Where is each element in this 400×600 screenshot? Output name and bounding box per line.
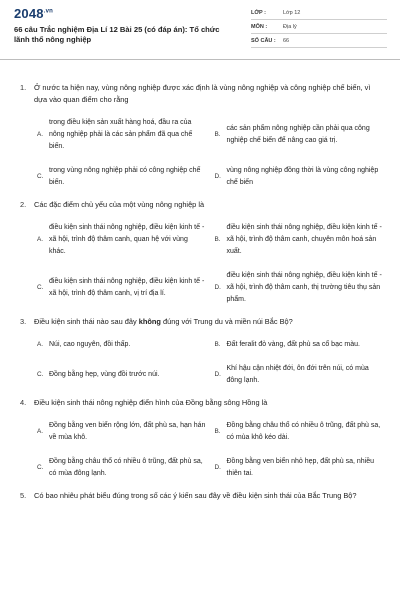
option-letter: B. <box>214 236 221 243</box>
option-letter: C. <box>37 464 44 471</box>
option-text: điều kiện sinh thái nông nghiệp, điều kiện kinh tế - xã hội, trình độ thâm canh, thị trường tiêu thụ sản phẩm. <box>226 272 382 303</box>
option-text: các sản phẩm nông nghiệp cần phải qua công nghiệp chế biến để nâng cao giá trị. <box>226 125 370 144</box>
meta-label: SỐ CÂU : <box>251 37 276 44</box>
option-d[interactable] <box>215 456 385 480</box>
meta-value: Lớp 12 <box>283 9 301 16</box>
option-letter: C. <box>37 284 44 291</box>
option-c[interactable] <box>37 165 207 189</box>
question-4 <box>20 397 384 480</box>
option-letter: B. <box>214 341 221 348</box>
question-number: 1. <box>20 83 27 92</box>
question-text: Có bao nhiêu phát biểu đúng trong số các ý kiến sau đây về điều kiện sinh thái của Bắc Trung Bộ? <box>34 491 357 500</box>
option-a[interactable] <box>37 117 207 153</box>
option-text: trong vùng nông nghiệp phải có công nghiệp chế biến. <box>49 167 201 186</box>
question-text <box>34 316 384 328</box>
option-a[interactable] <box>37 339 207 351</box>
answer-options <box>20 420 384 480</box>
option-text: điều kiện sinh thái nông nghiệp, điều kiện kinh tế - xã hội, trình độ thâm canh, vị trí địa lí. <box>49 278 205 297</box>
logo-text: 2048 <box>14 6 44 21</box>
option-a[interactable] <box>37 222 207 258</box>
option-letter: D. <box>214 464 221 471</box>
question-1 <box>20 82 384 189</box>
option-b[interactable] <box>215 420 385 444</box>
meta-value: 66 <box>283 37 290 44</box>
option-c[interactable] <box>37 363 207 387</box>
answer-options <box>20 339 384 387</box>
answer-options <box>20 117 384 189</box>
option-text: Đồng bằng châu thổ có nhiều ô trũng, đất phù sa, có mùa khô kéo dài. <box>226 422 381 441</box>
question-number: 3. <box>20 317 27 326</box>
option-letter: D. <box>214 284 221 291</box>
option-a[interactable] <box>37 420 207 444</box>
option-text: Đất feralit đỏ vàng, đất phù sa cổ bạc màu. <box>226 341 360 348</box>
meta-row-count <box>251 34 387 48</box>
option-letter: B. <box>214 131 221 138</box>
meta-row-class <box>251 6 387 20</box>
option-letter: A. <box>37 341 44 348</box>
option-d[interactable] <box>215 165 385 189</box>
logo-suffix: .vn <box>43 8 54 15</box>
document-meta <box>251 6 387 48</box>
option-letter: C. <box>37 371 44 378</box>
option-letter: B. <box>214 428 221 435</box>
question-text: Ở nước ta hiện nay, vùng nông nghiệp được xác định là vùng nông nghiệp và công nghiệp chế biến, vì dựa vào quan điểm cho rằng <box>34 83 371 104</box>
option-b[interactable] <box>215 339 385 351</box>
question-number: 4. <box>20 398 27 407</box>
option-text: vùng nông nghiệp đồng thời là vùng công nghiệp chế biến <box>226 167 379 186</box>
option-text: Đồng bằng ven biển nhỏ hẹp, đất phù sa, nhiều thiên tai. <box>226 458 375 477</box>
question-number: 2. <box>20 200 27 209</box>
question-text: Điều kiện sinh thái nông nghiệp điển hình của Đồng bằng sông Hồng là <box>34 398 268 407</box>
option-d[interactable] <box>215 363 385 387</box>
document-title: 66 câu Trắc nghiệm Địa Lí 12 Bài 25 (có đáp án): Tổ chức lãnh thổ nông nghiệp <box>14 25 220 44</box>
option-letter: C. <box>37 173 44 180</box>
question-emphasis: không <box>138 317 161 326</box>
question-5 <box>20 490 384 502</box>
question-2 <box>20 199 384 306</box>
question-text: Các đặc điểm chủ yếu của một vùng nông nghiệp là <box>34 200 205 209</box>
question-text-before: Điều kiện sinh thái nào sau đây <box>34 317 139 326</box>
question-number: 5. <box>20 491 27 500</box>
option-text: trong điều kiện sản xuất hàng hoá, đầu ra của nông nghiệp phải là các sản phẩm đã qua chế biến. <box>49 119 193 150</box>
meta-label: LỚP : <box>251 9 266 16</box>
option-d[interactable] <box>215 270 385 306</box>
option-letter: A. <box>37 428 44 435</box>
option-letter: A. <box>37 131 44 138</box>
meta-label: MÔN : <box>251 23 268 30</box>
question-list <box>0 82 400 502</box>
option-text: Khí hậu cận nhiệt đới, ôn đới trên núi, có mùa đông lạnh. <box>226 365 369 384</box>
option-c[interactable] <box>37 456 207 480</box>
option-letter: A. <box>37 236 44 243</box>
question-text-after: đúng với Trung du và miền núi Bắc Bộ? <box>160 317 293 326</box>
option-text: Núi, cao nguyên, đồi thấp. <box>49 341 131 348</box>
option-text: điều kiện sinh thái nông nghiệp, điều kiện kinh tế - xã hội, trình độ thâm canh, quan hệ với vùng khác. <box>49 224 205 255</box>
option-letter: D. <box>214 173 221 180</box>
option-b[interactable] <box>215 222 385 258</box>
option-text: Đồng bằng châu thổ có nhiều ô trũng, đất phù sa, có mùa đông lạnh. <box>49 458 203 477</box>
meta-row-subject <box>251 20 387 34</box>
option-text: Đồng bằng hẹp, vùng đồi trước núi. <box>49 371 160 378</box>
question-3 <box>20 316 384 387</box>
page-header <box>0 0 400 60</box>
option-b[interactable] <box>215 117 385 153</box>
option-text: điều kiện sinh thái nông nghiệp, điều kiện kinh tế - xã hội, trình độ thâm canh, chuyên môn hoá sản xuất. <box>226 224 382 255</box>
answer-options <box>20 222 384 306</box>
meta-value: Địa lý <box>283 23 297 30</box>
option-text: Đồng bằng ven biển rộng lớn, đất phù sa, hạn hán về mùa khô. <box>49 422 206 441</box>
option-c[interactable] <box>37 270 207 306</box>
option-letter: D. <box>214 371 221 378</box>
